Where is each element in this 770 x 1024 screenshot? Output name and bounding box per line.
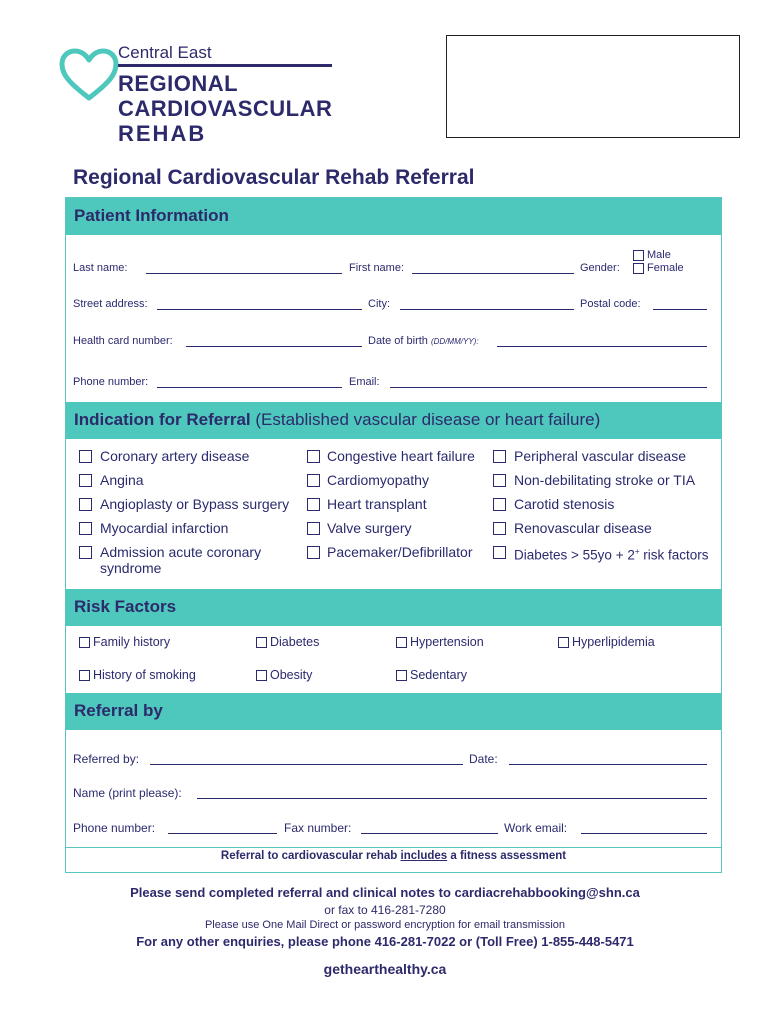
coronary-artery-label: Coronary artery disease xyxy=(100,448,250,464)
footer-send-line: Please send completed referral and clinical notes to cardiacrehabbooking@shn.ca xyxy=(130,885,640,900)
diabetes-55-checkbox[interactable] xyxy=(493,546,506,559)
coronary-artery-checkbox[interactable] xyxy=(79,450,92,463)
email-field[interactable] xyxy=(390,387,707,388)
gender-label: Gender: xyxy=(580,262,620,274)
diabetes-label: Diabetes xyxy=(270,635,320,649)
hypertension-label: Hypertension xyxy=(410,635,484,649)
acute-coronary-label-2: syndrome xyxy=(100,560,162,576)
smoking-label: History of smoking xyxy=(93,668,196,682)
angina-checkbox[interactable] xyxy=(79,474,92,487)
acute-coronary-label: Admission acute coronary xyxy=(100,544,262,560)
stamp-box[interactable] xyxy=(446,35,740,138)
obesity-label: Obesity xyxy=(270,668,313,682)
street-label: Street address: xyxy=(73,298,148,310)
referred-by-field[interactable] xyxy=(150,764,463,765)
footer-enquiries-line: For any other enquiries, please phone 416-281-7022 or (Toll Free) 1-855-448-5471 xyxy=(136,934,634,949)
health-card-field[interactable] xyxy=(186,346,362,347)
stroke-label: Non-debilitating stroke or TIA xyxy=(514,472,696,488)
dob-field[interactable] xyxy=(497,346,707,347)
female-label: Female xyxy=(647,262,684,274)
city-field[interactable] xyxy=(400,309,574,310)
logo-text-rehab: REHAB xyxy=(118,121,207,146)
section-header-risk xyxy=(66,589,721,626)
logo-text-regional: REGIONAL xyxy=(118,71,239,96)
angioplasty-label: Angioplasty or Bypass surgery xyxy=(100,496,290,512)
carotid-checkbox[interactable] xyxy=(493,498,506,511)
heart-transplant-label: Heart transplant xyxy=(327,496,427,512)
dob-label: Date of birth (DD/MM/YY): xyxy=(368,335,479,347)
logo-text-central-east: Central East xyxy=(118,43,212,62)
first-name-field[interactable] xyxy=(412,273,574,274)
date-label: Date: xyxy=(469,752,498,766)
last-name-label: Last name: xyxy=(73,262,128,274)
last-name-field[interactable] xyxy=(146,273,342,274)
print-name-field[interactable] xyxy=(197,798,707,799)
section-title: Risk Factors xyxy=(74,597,177,616)
first-name-label: First name: xyxy=(349,262,405,274)
stroke-checkbox[interactable] xyxy=(493,474,506,487)
fax-label: Fax number: xyxy=(284,821,352,835)
page-title: Regional Cardiovascular Rehab Referral xyxy=(73,166,475,189)
diabetes-checkbox[interactable] xyxy=(256,637,267,648)
pacemaker-label: Pacemaker/Defibrillator xyxy=(327,544,473,560)
footer-website-link[interactable]: gethearthealthy.ca xyxy=(323,961,447,977)
renovascular-checkbox[interactable] xyxy=(493,522,506,535)
fax-field[interactable] xyxy=(361,833,498,834)
family-history-label: Family history xyxy=(93,635,171,649)
section-title: Indication for Referral (Established vascular disease or heart failure) xyxy=(74,410,601,429)
sedentary-label: Sedentary xyxy=(410,668,467,682)
city-label: City: xyxy=(368,298,390,310)
work-email-label: Work email: xyxy=(504,821,568,835)
note-divider xyxy=(66,847,721,848)
chf-label: Congestive heart failure xyxy=(327,448,475,464)
fitness-note: Referral to cardiovascular rehab includes a fitness assessment xyxy=(220,850,567,862)
phone-field[interactable] xyxy=(157,387,342,388)
sedentary-checkbox[interactable] xyxy=(396,670,407,681)
hyperlipidemia-label: Hyperlipidemia xyxy=(572,635,655,649)
valve-surgery-checkbox[interactable] xyxy=(307,522,320,535)
hypertension-checkbox[interactable] xyxy=(396,637,407,648)
valve-surgery-label: Valve surgery xyxy=(327,520,412,536)
phone-label: Phone number: xyxy=(73,376,149,388)
heart-logo-icon xyxy=(58,48,120,104)
health-card-label: Health card number: xyxy=(73,335,173,347)
email-label: Email: xyxy=(349,376,380,388)
logo-rule xyxy=(118,64,332,67)
street-field[interactable] xyxy=(157,309,362,310)
chf-checkbox[interactable] xyxy=(307,450,320,463)
print-name-label: Name (print please): xyxy=(73,786,182,800)
myocardial-label: Myocardial infarction xyxy=(100,520,229,536)
section-title: Referral by xyxy=(74,701,163,720)
family-history-checkbox[interactable] xyxy=(79,637,90,648)
section-header-patient xyxy=(66,198,721,235)
angina-label: Angina xyxy=(100,472,144,488)
acute-coronary-checkbox[interactable] xyxy=(79,546,92,559)
renovascular-label: Renovascular disease xyxy=(514,520,652,536)
carotid-label: Carotid stenosis xyxy=(514,496,615,512)
cardiomyopathy-checkbox[interactable] xyxy=(307,474,320,487)
work-email-field[interactable] xyxy=(581,833,707,834)
male-label: Male xyxy=(647,249,671,261)
section-header-referral xyxy=(66,693,721,730)
footer-encryption-line: Please use One Mail Direct or password encryption for email transmission xyxy=(204,919,566,931)
pvd-checkbox[interactable] xyxy=(493,450,506,463)
date-field[interactable] xyxy=(509,764,707,765)
heart-transplant-checkbox[interactable] xyxy=(307,498,320,511)
postal-label: Postal code: xyxy=(580,298,641,310)
angioplasty-checkbox[interactable] xyxy=(79,498,92,511)
myocardial-checkbox[interactable] xyxy=(79,522,92,535)
pvd-label: Peripheral vascular disease xyxy=(514,448,686,464)
female-checkbox[interactable] xyxy=(633,263,644,274)
footer-fax-line: or fax to 416-281-7280 xyxy=(324,903,446,917)
hyperlipidemia-checkbox[interactable] xyxy=(558,637,569,648)
pacemaker-checkbox[interactable] xyxy=(307,546,320,559)
postal-field[interactable] xyxy=(653,309,707,310)
smoking-checkbox[interactable] xyxy=(79,670,90,681)
referrer-phone-label: Phone number: xyxy=(73,821,156,835)
cardiomyopathy-label: Cardiomyopathy xyxy=(327,472,429,488)
section-header-indication xyxy=(66,402,721,439)
male-checkbox[interactable] xyxy=(633,250,644,261)
logo-text-cardiovascular: CARDIOVASCULAR xyxy=(118,96,333,121)
diabetes-55-label: Diabetes > 55yo + 2+ risk factors xyxy=(514,547,709,563)
referrer-phone-field[interactable] xyxy=(168,833,277,834)
section-title: Patient Information xyxy=(74,206,229,225)
obesity-checkbox[interactable] xyxy=(256,670,267,681)
referred-by-label: Referred by: xyxy=(73,752,140,766)
